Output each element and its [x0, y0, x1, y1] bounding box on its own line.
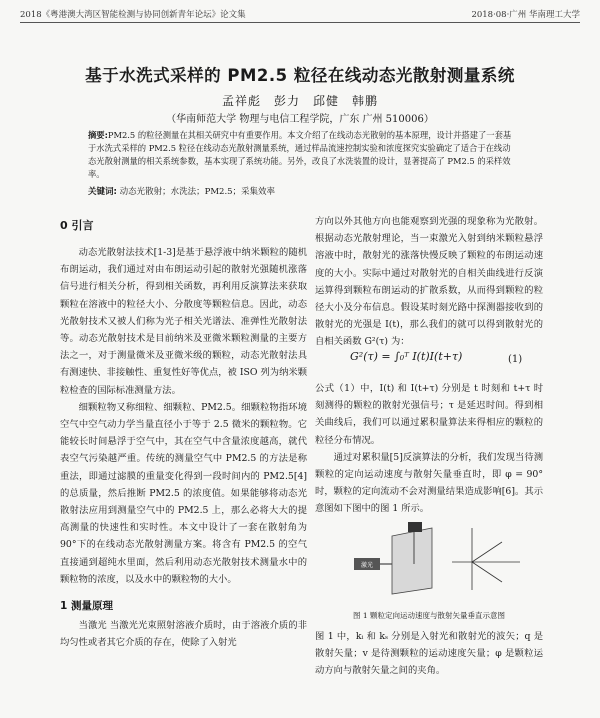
- right-column-bottom: [315, 628, 543, 680]
- equation-1: G²(τ) = ∫₀ᵀ I(t)I(t+τ): [350, 350, 463, 363]
- figure-1-caption: 图 1 颗粒定向运动速度与散射矢量垂直示意图: [352, 611, 506, 620]
- header-rule: [20, 22, 580, 23]
- keywords: [88, 185, 518, 197]
- abstract: [88, 129, 518, 181]
- right-paragraph-2: 公式（1）中，I(t) 和 I(t+τ) 分别是 t 时刻和 t+τ 时刻测得的颗粒的散射光强信号；τ 是延迟时间。得到相关曲线后，我们可以通过累积量算法来得相应的颗粒的粒径分布情况。: [315, 383, 543, 446]
- paper-affiliation: （华南师范大学 物理与电信工程学院，广东 广州 510006）: [166, 114, 434, 125]
- paper-authors: 孟祥彪 彭力 邱健 韩鹏: [221, 94, 378, 108]
- equation-1-number: (1): [508, 354, 523, 365]
- detector: [408, 522, 422, 532]
- right-column-top: [315, 213, 543, 351]
- principle-paragraph-1: 当激光 当激光光束照射溶液介质时，由于溶液介质的非均匀性或者其它介质的存在，使除了入射光: [60, 620, 307, 649]
- laser-label: 激光: [360, 562, 374, 569]
- keywords-text: 动态光散射；水洗法；PM2.5；采集效率: [119, 187, 276, 197]
- left-column-intro: [60, 244, 307, 588]
- right-paragraph-4: 图 1 中，kᵢ 和 kₛ 分别是入射光和散射光的波矢；q 是散射矢量；v 是待测颗粒的运动速度矢量；φ 是颗粒运动方向与散射矢量之间的夹角。: [315, 631, 543, 677]
- running-header-right: 2018·08·广州 华南理工大学: [471, 10, 580, 20]
- sample-cell: [392, 528, 432, 594]
- left-column-principle: [60, 617, 307, 651]
- section-principle-title: 1 测量原理: [60, 600, 113, 612]
- vector-ks: [472, 542, 502, 562]
- figure-1-diagram: [352, 518, 532, 598]
- intro-paragraph-1: 动态光散射法技术[1-3]是基于悬浮液中纳米颗粒的随机布朗运动，我们通过对由布朗运动引起的散射光强随机涨落信号进行相关分析，得到相关函数，再利用反演算法来获取颗粒在溶液中的粒径大小、分散度等颗粒信息。因此，动态光散射技术又被人们称为光子相关光谱法、准弹性光散射法等。动态光散射技术是目前纳米及亚微米颗粒测量的主要方法之一，对于测量微米及亚微米级的颗粒，动态光散射法具有测速快、非接触性、重复性好等优点，被 ISO 列为纳米颗粒检查的国际标准测量方法。: [60, 247, 307, 396]
- right-paragraph-1: 方向以外其他方向也能观察到光强的现象称为光散射。根据动态光散射理论，当一束激光入射到纳米颗粒悬浮溶液中时，散射光的涨落快慢反映了颗粒的布朗运动速度的大小。实际中通过对散射光的自相关曲线进行反演运算得到颗粒布朗运动的扩散系数，从而得到颗粒的粒径大小及分布信息。假设某时刻光路中探测器接收到的散射光的光强是 I(t)，那么我们的就可以得到散射光的自相关函数 G²(τ) 为：: [315, 216, 543, 348]
- intro-paragraph-2: 细颗粒物又称细粒、细颗粒、PM2.5。细颗粒物指环境空气中空气动力学当量直径小于等于 2.5 微米的颗粒物。它能较长时间悬浮于空气中，其在空气中含量浓度越高，就代表空气污染越严重。传统的测量空气中 PM2.5 的方法是称重法，即通过滤膜的重量变化得到一段时间内的 PM2.5[4]的总质量，然后推断 PM2.5 的浓度值。如果能够将动态光散射法应用到测量空气中的 PM2.5 上，那么必将大大的提高测量的快速性和实时性。本文中设计了一套在散射角为 90°下的在线动态光散射测量方案。将含有 PM2.5 的空气直接通到超纯水里面，然后利用动态光散射技术测量水中的颗粒物的浓度，以及水中的颗粒物的大小。: [60, 401, 307, 585]
- keywords-label: 关键词:: [88, 187, 117, 197]
- paper-title: 基于水洗式采样的 PM2.5 粒径在线动态光散射测量系统: [85, 66, 515, 85]
- section-intro-title: 0 引言: [60, 219, 94, 232]
- abstract-label: 摘要:: [88, 130, 108, 140]
- vector-q: [472, 562, 502, 582]
- running-header-left: 2018《粤港澳大湾区智能检测与协同创新青年论坛》论文集: [20, 10, 246, 20]
- abstract-text: PM2.5 的粒径测量在其相关研究中有重要作用。本文介绍了在线动态光散射的基本原理，设计并搭建了一套基于水洗式采样的 PM2.5 粒径在线动态光散射测量系统，通过样品流速控制实验和浓度探究实验确定了适合于在线动态光散射测量的相关系统参数，基本实现了系统功能。另外，改良了水洗装置的设计，显著提高了 PM2.5 的采样效率。: [88, 130, 512, 179]
- right-paragraph-3: 通过对累积量[5]反演算法的分析，我们发现当待测颗粒的定向运动速度与散射矢量垂直时，即 φ = 90° 时，颗粒的定向流动不会对测量结果造成影响[6]。其示意图如下图中的图 1 所示。: [315, 451, 543, 515]
- right-column-middle: [315, 380, 543, 518]
